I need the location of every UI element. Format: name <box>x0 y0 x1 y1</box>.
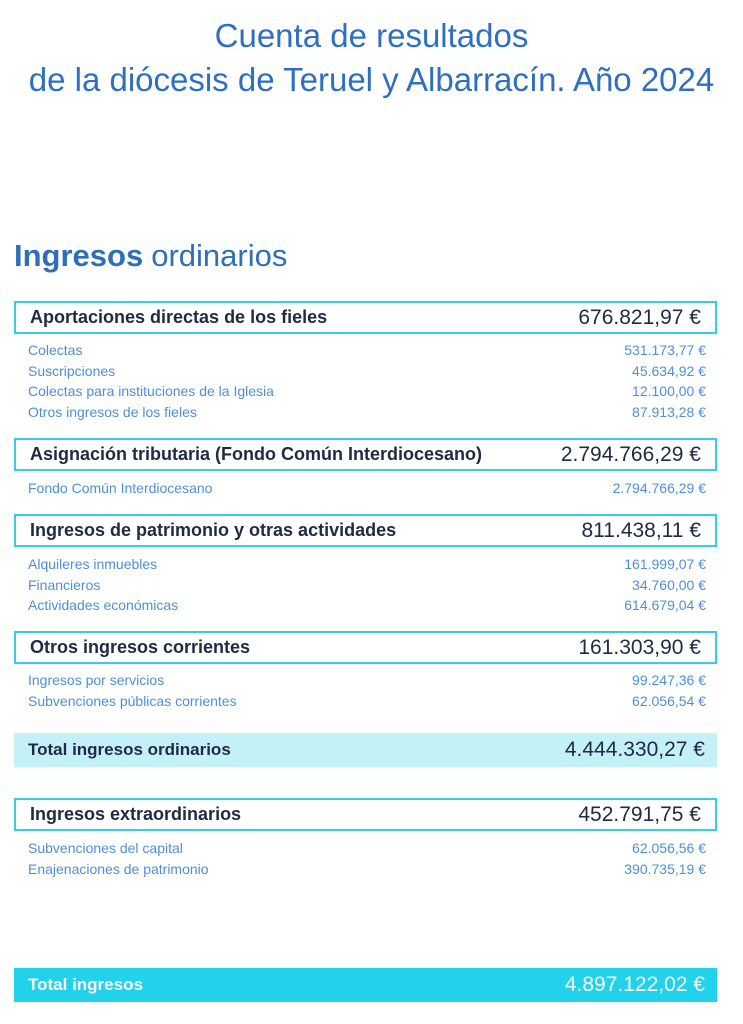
total-ordinary-amount: 4.444.330,27 € <box>564 738 705 761</box>
item-label: Actividades económicas <box>28 597 179 613</box>
grand-total-amount: 4.897.122,02 € <box>564 973 705 996</box>
item-label: Subvenciones del capital <box>28 840 183 856</box>
list-item <box>28 361 706 382</box>
group-label: Asignación tributaria (Fondo Común Interdiocesano) <box>30 444 483 464</box>
page-title-line-2: de la diócesis de Teruel y Albarracín. Año 2024 <box>28 61 715 98</box>
item-label: Subvenciones públicas corrientes <box>28 692 237 709</box>
item-label: Fondo Común Interdiocesano <box>28 480 213 496</box>
item-label: Colectas para instituciones de la Iglesia <box>28 383 274 399</box>
list-item <box>28 381 706 402</box>
group-label: Ingresos extraordinarios <box>30 804 242 824</box>
list-item <box>28 478 706 499</box>
group-items-patrimonio <box>28 554 706 616</box>
list-item <box>28 691 706 712</box>
group-items-extraordinarios <box>28 838 706 879</box>
item-value: 62.056,54 € <box>632 692 706 709</box>
item-label: Ingresos por servicios <box>28 672 165 688</box>
item-label: Enajenaciones de patrimonio <box>28 860 209 877</box>
item-value: 34.760,00 € <box>632 576 706 593</box>
group-header-asignacion <box>14 438 717 471</box>
group-label: Otros ingresos corrientes <box>30 637 251 657</box>
group-amount: 2.794.766,29 € <box>560 442 701 466</box>
group-header-aportaciones <box>14 301 717 334</box>
page-title-line-1: Cuenta de resultados <box>214 17 529 54</box>
item-label: Financieros <box>28 576 101 593</box>
item-label: Otros ingresos de los fieles <box>28 403 197 420</box>
item-value: 12.100,00 € <box>632 383 706 399</box>
item-value: 99.247,36 € <box>632 672 706 688</box>
group-items-asignacion <box>28 478 706 499</box>
list-item <box>28 402 706 423</box>
group-label: Ingresos de patrimonio y otras actividades <box>30 520 397 540</box>
section-heading-light: ordinarios <box>151 238 288 273</box>
item-value: 62.056,56 € <box>632 840 706 856</box>
list-item <box>28 859 706 880</box>
grand-total-row <box>14 968 717 1002</box>
item-value: 45.634,92 € <box>632 362 706 379</box>
list-item <box>28 340 706 361</box>
item-label: Colectas <box>28 342 83 358</box>
list-item <box>28 670 706 691</box>
item-value: 2.794.766,29 € <box>612 480 706 496</box>
list-item <box>28 554 706 575</box>
item-value: 614.679,04 € <box>624 597 706 613</box>
grand-total-label: Total ingresos <box>28 975 143 994</box>
group-label: Aportaciones directas de los fieles <box>30 307 328 327</box>
item-value: 87.913,28 € <box>632 403 706 420</box>
list-item <box>28 838 706 859</box>
item-value: 390.735,19 € <box>624 860 706 877</box>
group-amount: 811.438,11 € <box>581 518 701 542</box>
item-label: Suscripciones <box>28 362 116 379</box>
list-item <box>28 575 706 596</box>
group-header-patrimonio <box>14 514 717 547</box>
total-ordinary-row <box>14 733 717 767</box>
group-amount: 452.791,75 € <box>578 802 701 826</box>
item-value: 161.999,07 € <box>624 556 706 572</box>
group-header-extraordinarios <box>14 798 717 831</box>
group-items-aportaciones <box>28 340 706 422</box>
item-label: Alquileres inmuebles <box>28 556 158 572</box>
total-ordinary-label: Total ingresos ordinarios <box>28 740 231 759</box>
group-header-otros-corrientes <box>14 631 717 664</box>
group-amount: 161.303,90 € <box>578 635 701 659</box>
item-value: 531.173,77 € <box>624 342 706 358</box>
list-item <box>28 595 706 616</box>
group-amount: 676.821,97 € <box>578 305 701 329</box>
section-heading-bold: Ingresos <box>14 238 144 273</box>
section-heading <box>14 234 287 278</box>
group-items-otros-corrientes <box>28 670 706 711</box>
